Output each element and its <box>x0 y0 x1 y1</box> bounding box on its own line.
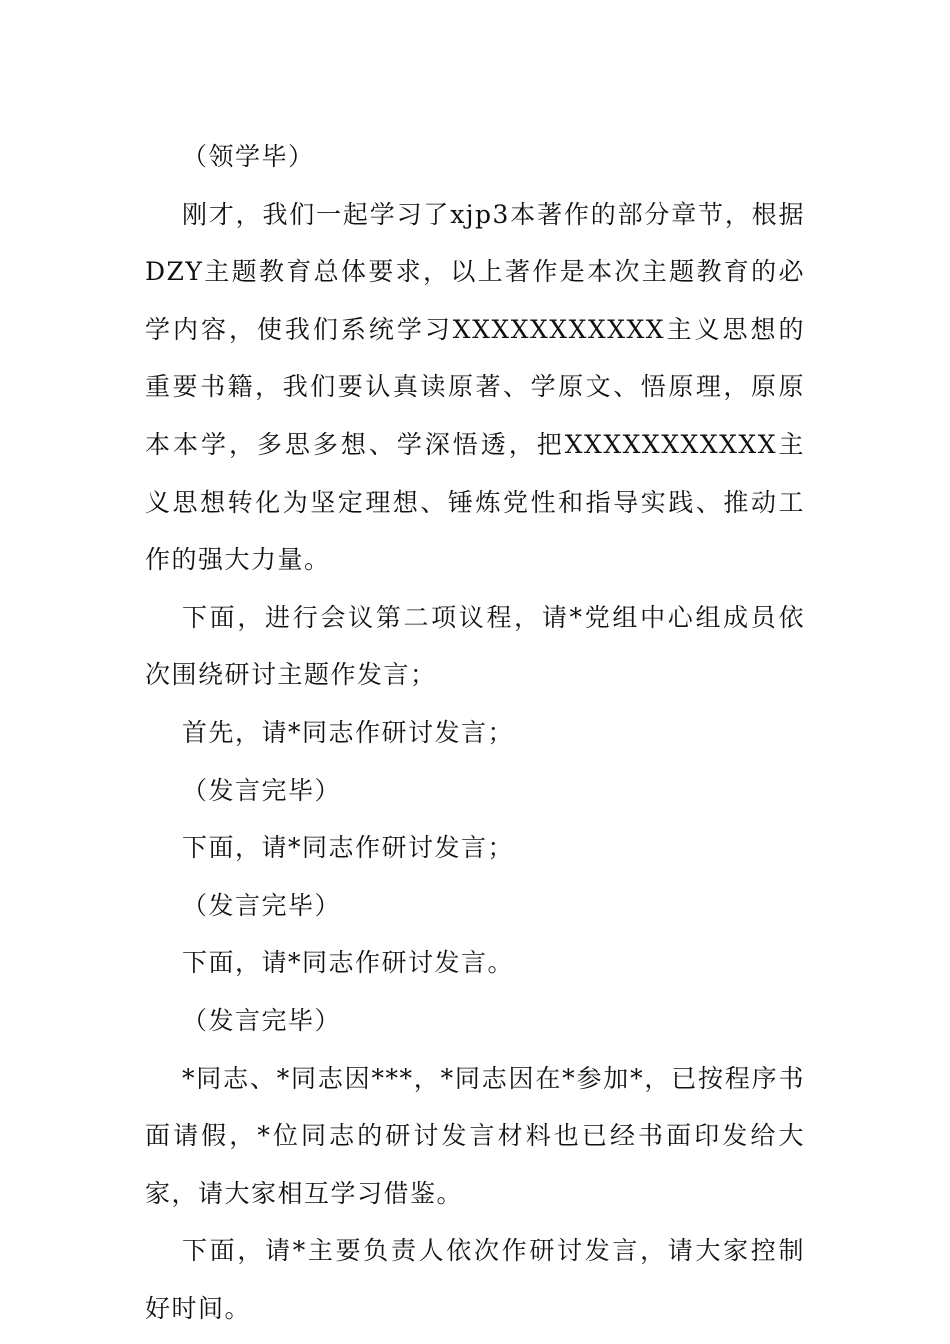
paragraph-speech-finished-1: （发言完毕） <box>182 775 342 805</box>
paragraph-speech-finished-3: （发言完毕） <box>182 1005 342 1035</box>
paragraph-first-speaker: 首先，请*同志作研讨发言； <box>182 717 515 747</box>
document-body <box>145 128 805 1337</box>
paragraph-next-speaker-1: 下面，请*同志作研讨发言； <box>182 833 515 863</box>
paragraph-leaders-speak: 下面，请*主要负责人依次作研讨发言，请大家控制好时间。 <box>145 1236 805 1323</box>
paragraph-next-speaker-2: 下面，请*同志作研讨发言。 <box>182 948 515 978</box>
paragraph-study-summary: 刚才，我们一起学习了xjp3本著作的部分章节，根据DZY主题教育总体要求，以上著作是本次主题教育的必学内容，使我们系统学习XXXXXXXXXXX主义思想的重要书籍，我们要认真读原著、学原文、悟原理，原原本本学，多思多想、学深悟透，把XXXXXXXXXXX主义思想转化为坚定理想、锤炼党性和指导实践、推动工作的强大力量。 <box>145 199 805 575</box>
paragraph-leave-notice: *同志、*同志因***，*同志因在*参加*，已按程序书面请假，*位同志的研讨发言材料也已经书面印发给大家，请大家相互学习借鉴。 <box>145 1063 805 1208</box>
paragraph-lead-finished: （领学毕） <box>182 142 315 171</box>
paragraph-speech-finished-2: （发言完毕） <box>182 890 342 920</box>
paragraph-second-agenda: 下面，进行会议第二项议程，请*党组中心组成员依次围绕研讨主题作发言； <box>145 602 805 690</box>
